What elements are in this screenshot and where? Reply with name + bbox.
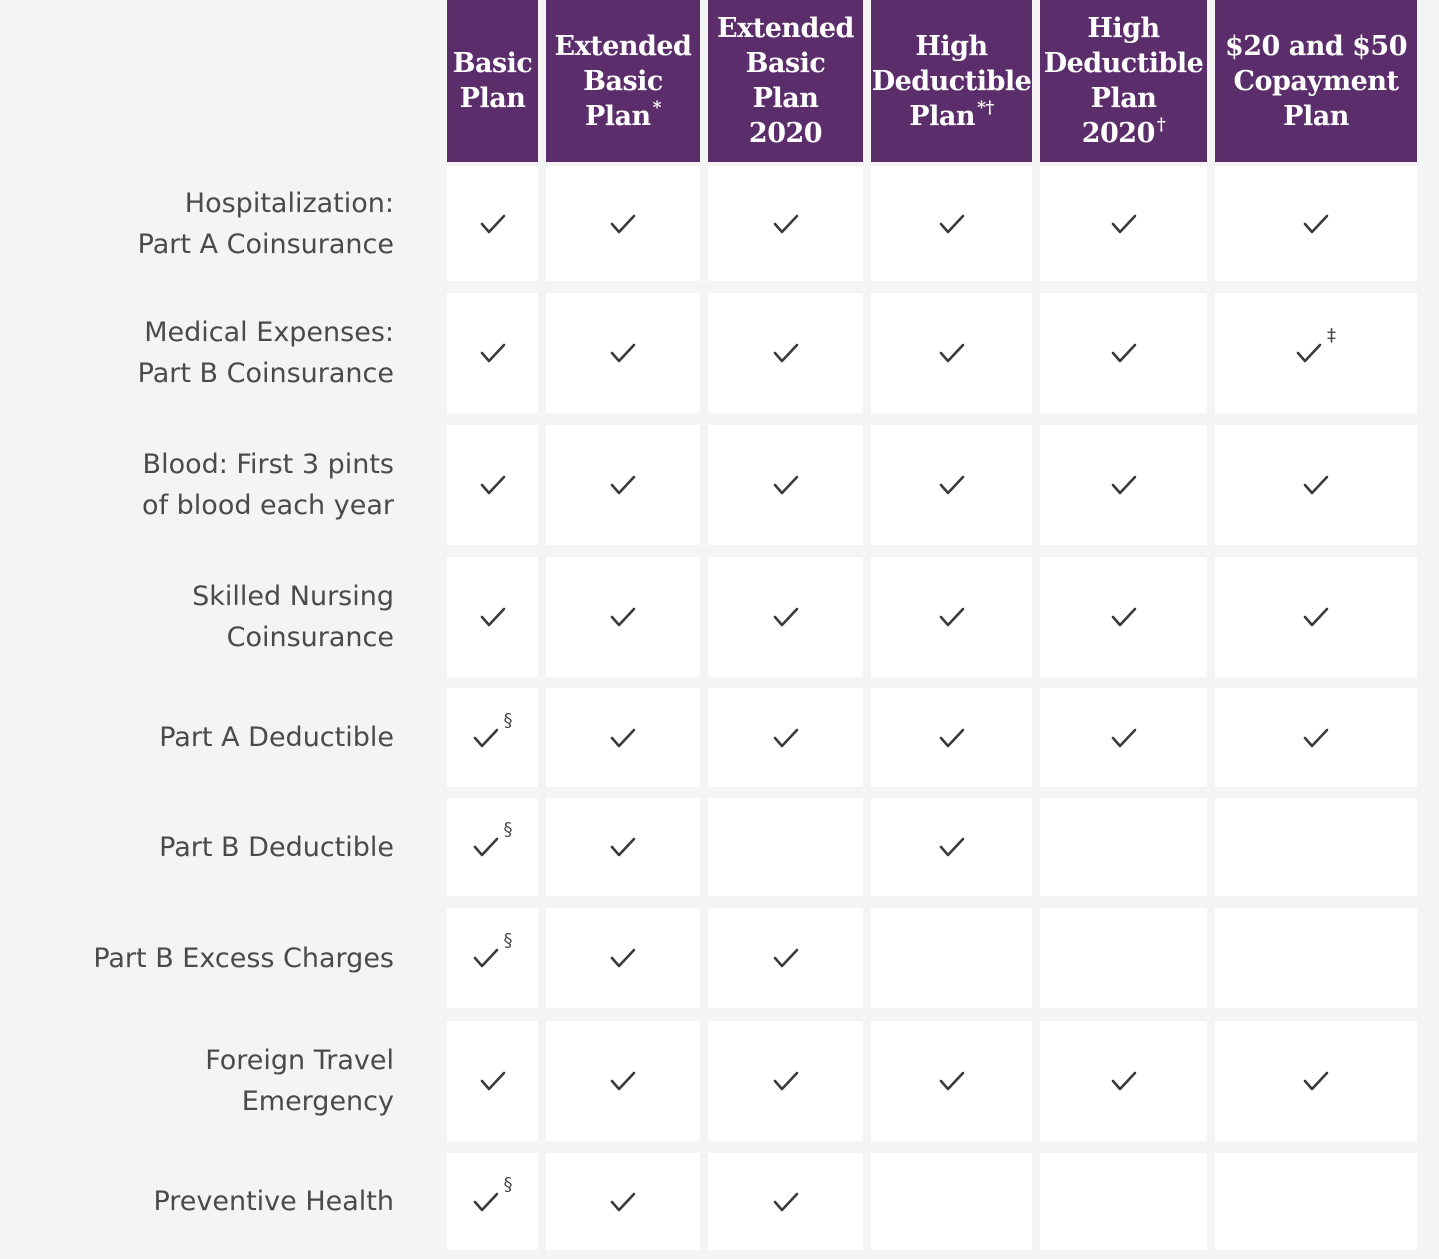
cell-mark <box>1110 212 1138 236</box>
table-cell <box>1040 1153 1207 1250</box>
row-label <box>40 425 394 545</box>
check-icon <box>472 835 500 859</box>
table-cell <box>871 1021 1032 1141</box>
table-cell <box>871 293 1032 413</box>
cell-mark <box>472 1173 513 1214</box>
check-icon <box>1110 605 1138 629</box>
footnote-mark: § <box>503 930 513 951</box>
cell-mark <box>479 212 507 236</box>
column-header <box>871 0 1032 162</box>
cell-mark <box>472 930 513 970</box>
cell-mark <box>1110 726 1138 750</box>
check-icon <box>772 726 800 750</box>
check-icon <box>609 212 637 236</box>
check-icon <box>772 341 800 365</box>
column-header-label <box>872 29 1032 134</box>
table-cell <box>1040 1021 1207 1141</box>
table-cell <box>1215 908 1417 1008</box>
column-header-text: High Deductible Plan <box>871 30 1032 132</box>
cell-mark <box>1110 605 1138 629</box>
cell-mark <box>1302 726 1330 750</box>
check-icon <box>1110 341 1138 365</box>
row-label <box>40 557 394 677</box>
cell-mark <box>479 341 507 365</box>
check-icon <box>1110 1069 1138 1093</box>
check-icon <box>1110 212 1138 236</box>
column-header <box>708 0 863 162</box>
table-cell <box>871 688 1032 787</box>
table-cell <box>708 425 863 545</box>
table-cell <box>546 293 700 413</box>
table-cell <box>871 425 1032 545</box>
cell-mark <box>479 1069 507 1093</box>
cell-mark <box>938 212 966 236</box>
column-header-label <box>453 46 533 116</box>
table-cell <box>871 557 1032 677</box>
cell-mark <box>472 819 513 859</box>
table-cell <box>1040 166 1207 281</box>
column-header-label <box>712 11 859 151</box>
cell-mark <box>609 946 637 970</box>
table-cell <box>546 1153 700 1250</box>
table-cell <box>871 798 1032 896</box>
check-icon <box>609 726 637 750</box>
cell-mark <box>1302 1069 1330 1093</box>
footnote-mark: § <box>503 1173 513 1195</box>
footnote-mark: * <box>652 97 662 118</box>
table-cell <box>708 557 863 677</box>
cell-mark <box>479 605 507 629</box>
column-header-text: High Deductible Plan 2020 <box>1043 13 1204 149</box>
cell-mark <box>772 946 800 970</box>
cell-mark <box>772 473 800 497</box>
row-label-text: Blood: First 3 pints of blood each year <box>142 449 394 521</box>
check-icon <box>772 1069 800 1093</box>
column-header-text: Extended Basic Plan 2020 <box>717 13 854 149</box>
cell-mark <box>1110 1069 1138 1093</box>
column-header <box>546 0 700 162</box>
row-label <box>40 1021 394 1141</box>
cell-mark <box>772 1069 800 1093</box>
check-icon <box>609 1190 637 1214</box>
table-cell <box>1215 1021 1417 1141</box>
check-icon <box>772 946 800 970</box>
check-icon <box>609 946 637 970</box>
table-cell <box>708 1021 863 1141</box>
check-icon <box>938 1069 966 1093</box>
cell-mark <box>1302 212 1330 236</box>
table-cell <box>1215 425 1417 545</box>
table-cell <box>546 425 700 545</box>
cell-mark <box>772 341 800 365</box>
table-cell <box>1215 1153 1417 1250</box>
check-icon <box>609 835 637 859</box>
table-cell <box>546 908 700 1008</box>
column-header <box>447 0 538 162</box>
row-label <box>40 688 394 787</box>
footnote-mark: † <box>1156 115 1166 135</box>
row-label-text: Medical Expenses: Part B Coinsurance <box>137 317 394 389</box>
check-icon <box>938 473 966 497</box>
check-icon <box>1302 726 1330 750</box>
table-cell <box>1040 557 1207 677</box>
table-cell <box>546 557 700 677</box>
check-icon <box>938 212 966 236</box>
row-label <box>40 1153 394 1250</box>
check-icon <box>1302 605 1330 629</box>
table-cell <box>1215 688 1417 787</box>
cell-mark <box>938 341 966 365</box>
table-cell <box>708 798 863 896</box>
check-icon <box>938 605 966 629</box>
table-cell <box>1040 798 1207 896</box>
row-label-text: Part B Deductible <box>159 831 394 863</box>
row-label <box>40 908 394 1008</box>
cell-mark <box>609 341 637 365</box>
cell-mark <box>1110 341 1138 365</box>
cell-mark <box>609 726 637 750</box>
check-icon <box>772 1190 800 1214</box>
table-cell <box>1040 688 1207 787</box>
column-header-text: $20 and $50 Copayment Plan <box>1224 30 1408 132</box>
check-icon <box>772 605 800 629</box>
column-header-label <box>555 29 692 134</box>
table-cell <box>708 688 863 787</box>
table-cell <box>447 908 538 1008</box>
cell-mark <box>1295 325 1336 365</box>
table-cell <box>546 798 700 896</box>
table-cell <box>447 557 538 677</box>
table-cell <box>447 1021 538 1141</box>
cell-mark <box>609 1190 637 1214</box>
table-cell <box>447 1153 538 1250</box>
table-cell <box>1215 166 1417 281</box>
table-cell <box>708 293 863 413</box>
cell-mark <box>1110 473 1138 497</box>
table-cell <box>546 1021 700 1141</box>
cell-mark <box>938 835 966 859</box>
row-label <box>40 798 394 896</box>
footnote-mark: *† <box>976 97 994 118</box>
check-icon <box>609 473 637 497</box>
check-icon <box>1110 726 1138 750</box>
footnote-mark: § <box>503 709 513 731</box>
cell-mark <box>938 473 966 497</box>
cell-mark <box>472 709 513 750</box>
cell-mark <box>1302 473 1330 497</box>
row-label <box>40 166 394 281</box>
row-label-text: Foreign Travel Emergency <box>205 1045 394 1117</box>
table-cell <box>1040 908 1207 1008</box>
check-icon <box>1295 341 1323 365</box>
check-icon <box>479 212 507 236</box>
check-icon <box>609 341 637 365</box>
table-cell <box>871 1153 1032 1250</box>
cell-mark <box>479 473 507 497</box>
table-cell <box>447 293 538 413</box>
check-icon <box>938 341 966 365</box>
cell-mark <box>938 1069 966 1093</box>
check-icon <box>472 946 500 970</box>
row-label-text: Skilled Nursing Coinsurance <box>192 581 394 653</box>
cell-mark <box>772 1190 800 1214</box>
check-icon <box>609 1069 637 1093</box>
table-cell <box>1040 293 1207 413</box>
column-header <box>1215 0 1417 162</box>
column-header-label <box>1044 11 1204 151</box>
row-label-text: Preventive Health <box>153 1186 394 1217</box>
cell-mark <box>609 473 637 497</box>
check-icon <box>938 726 966 750</box>
cell-mark <box>1302 605 1330 629</box>
check-icon <box>1302 1069 1330 1093</box>
table-cell <box>1215 798 1417 896</box>
cell-mark <box>609 212 637 236</box>
column-header-text: Extended Basic Plan <box>554 30 692 132</box>
check-icon <box>479 341 507 365</box>
row-label-text: Part A Deductible <box>159 722 394 753</box>
cell-mark <box>772 726 800 750</box>
check-icon <box>1302 473 1330 497</box>
check-icon <box>772 212 800 236</box>
cell-mark <box>609 1069 637 1093</box>
check-icon <box>772 473 800 497</box>
column-header-label <box>1225 29 1407 134</box>
cell-mark <box>772 605 800 629</box>
table-cell <box>708 1153 863 1250</box>
cell-mark <box>938 726 966 750</box>
check-icon <box>472 1190 500 1214</box>
row-label-text: Part B Excess Charges <box>93 942 394 974</box>
table-cell <box>546 166 700 281</box>
row-label-text: Hospitalization: Part A Coinsurance <box>137 187 394 260</box>
cell-mark <box>609 835 637 859</box>
table-cell <box>447 425 538 545</box>
table-cell <box>1215 557 1417 677</box>
table-cell <box>1040 425 1207 545</box>
check-icon <box>609 605 637 629</box>
check-icon <box>1302 212 1330 236</box>
cell-mark <box>938 605 966 629</box>
cell-mark <box>772 212 800 236</box>
footnote-mark: § <box>503 819 513 840</box>
check-icon <box>479 605 507 629</box>
footnote-mark: ‡ <box>1327 325 1336 346</box>
column-header <box>1040 0 1207 162</box>
cell-mark <box>609 605 637 629</box>
check-icon <box>479 473 507 497</box>
check-icon <box>938 835 966 859</box>
table-cell <box>447 166 538 281</box>
check-icon <box>1110 473 1138 497</box>
table-cell <box>1215 293 1417 413</box>
table-cell <box>447 688 538 787</box>
table-cell <box>871 166 1032 281</box>
table-cell <box>708 908 863 1008</box>
table-cell <box>546 688 700 787</box>
column-header-text: Basic Plan <box>452 48 533 114</box>
table-cell <box>708 166 863 281</box>
row-label <box>40 293 394 413</box>
table-cell <box>447 798 538 896</box>
table-cell <box>871 908 1032 1008</box>
check-icon <box>472 726 500 750</box>
check-icon <box>479 1069 507 1093</box>
